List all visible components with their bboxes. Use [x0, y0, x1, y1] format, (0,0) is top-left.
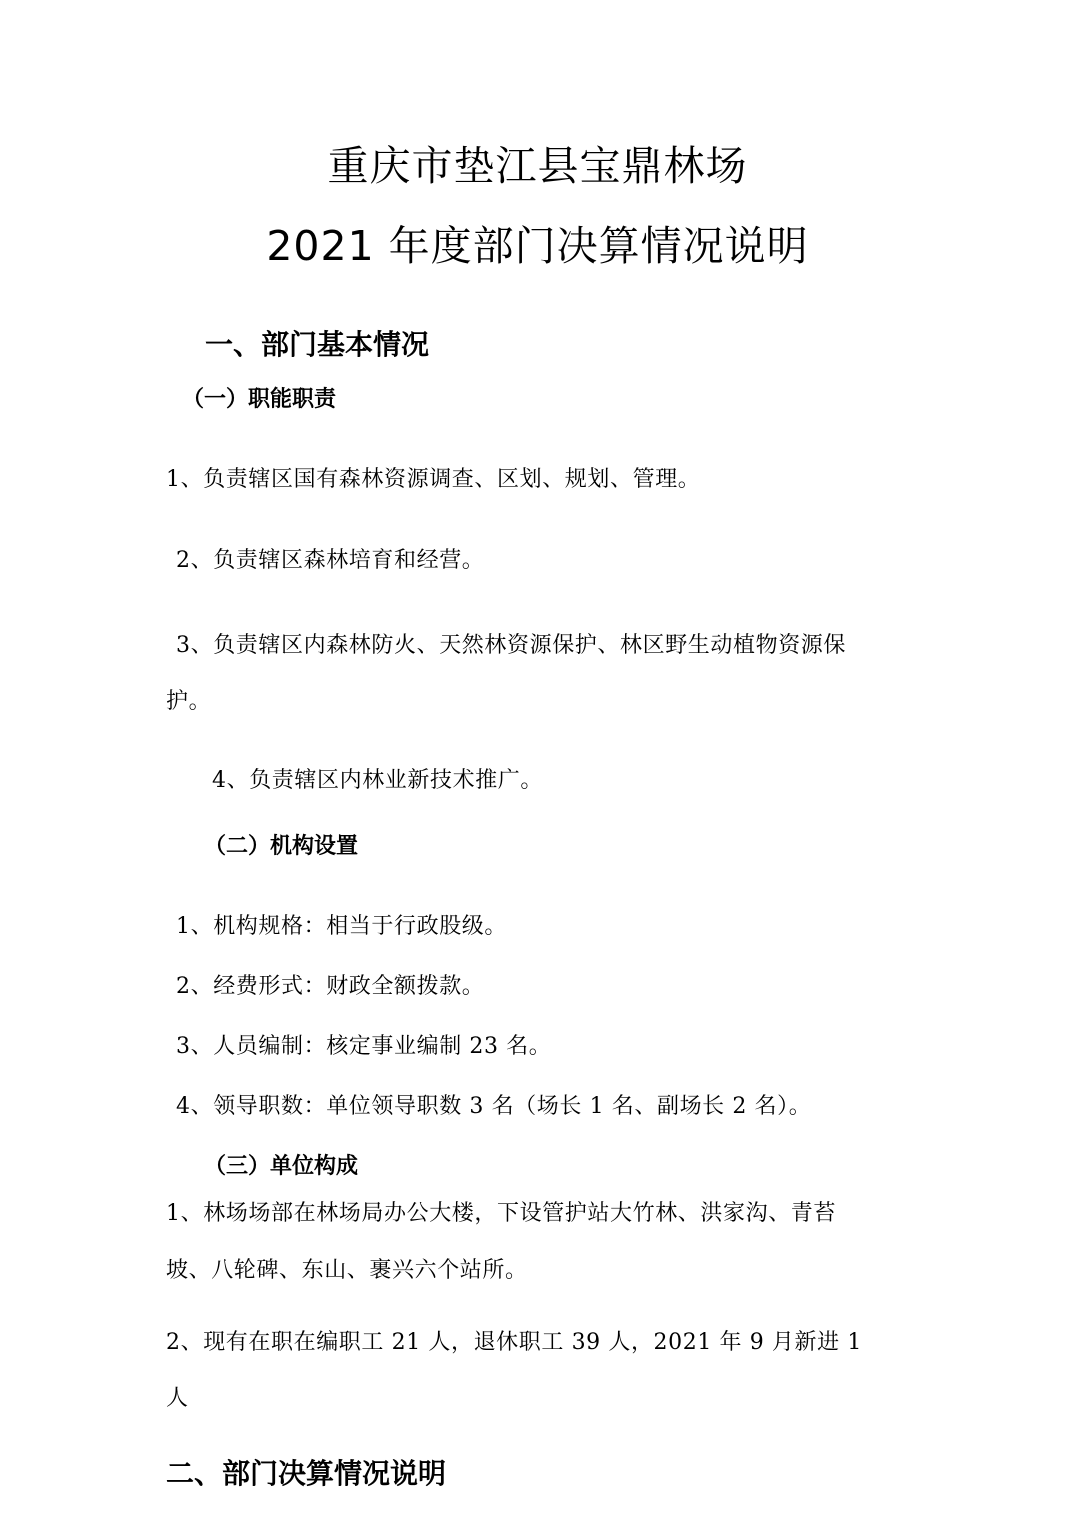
- doc-title-line-1: 重庆市垫江县宝鼎林场: [327, 142, 748, 190]
- org-item-4: 4、领导职数：单位领导职数 3 名（场长 1 名、副场长 2 名）。: [176, 1094, 812, 1119]
- duty-item-1: 1、负责辖区国有森林资源调查、区划、规划、管理。: [166, 467, 701, 492]
- duty-item-3-continued: 护。: [166, 689, 212, 714]
- subsection-2-heading: （二）机构设置: [204, 834, 359, 859]
- duty-item-3: 3、负责辖区内森林防火、天然林资源保护、林区野生动植物资源保: [176, 633, 846, 658]
- duty-item-4: 4、负责辖区内林业新技术推广。: [212, 768, 543, 793]
- subsection-1-heading: （一）职能职责: [182, 387, 337, 412]
- duty-item-2: 2、负责辖区森林培育和经营。: [176, 548, 485, 573]
- unit-item-2: 2、现有在职在编职工 21 人，退休职工 39 人，2021 年 9 月新进 1: [166, 1330, 862, 1355]
- subsection-3-heading: （三）单位构成: [204, 1154, 359, 1179]
- org-item-3: 3、人员编制：核定事业编制 23 名。: [176, 1034, 552, 1059]
- org-item-2: 2、经费形式：财政全额拨款。: [176, 974, 485, 999]
- unit-item-1: 1、林场场部在林场局办公大楼，下设管护站大竹林、洪家沟、青苔: [166, 1201, 836, 1226]
- section-2-heading: 二、部门决算情况说明: [166, 1457, 447, 1490]
- unit-item-2-continued: 人: [166, 1386, 189, 1411]
- section-1-heading: 一、部门基本情况: [205, 328, 430, 361]
- org-item-1: 1、机构规格：相当于行政股级。: [176, 914, 507, 939]
- doc-title-line-2: 2021 年度部门决算情况说明: [266, 222, 809, 270]
- unit-item-1-continued: 坡、八轮碑、东山、裹兴六个站所。: [166, 1258, 528, 1283]
